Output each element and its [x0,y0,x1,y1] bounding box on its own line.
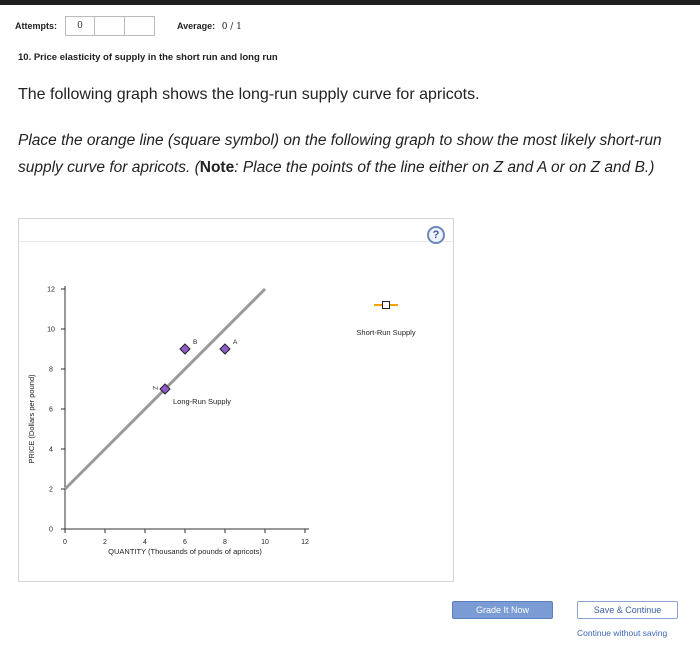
grade-it-now-button[interactable]: Grade It Now [452,601,553,619]
attempts-label: Attempts: [15,21,57,31]
x-tick-label: 2 [103,539,107,546]
y-axis-title: PRICE (Dollars per pound) [27,374,36,464]
y-tick-label: 8 [49,366,53,374]
point-z-label: Z [151,386,158,390]
attempt-boxes [65,16,155,36]
instruction-text-end: : Place the points of the line either on Z and A or on Z and B.) [234,159,655,176]
question-title: 10. Price elasticity of supply in the short run and long run [18,52,278,63]
x-tick-label: 12 [301,539,309,546]
instruction-note: Note [199,159,235,176]
point-b-marker [180,344,190,354]
attempt-box-2 [95,16,125,36]
y-tick-label: 0 [49,526,53,534]
save-and-continue-button[interactable]: Save & Continue [577,601,678,619]
average-label: Average: [177,20,216,31]
short-run-supply-label: Short-Run Supply [356,328,416,337]
question-instructions [18,127,688,181]
x-tick-label: 6 [183,539,187,546]
point-a-marker [220,344,230,354]
y-tick-label: 10 [47,326,55,334]
x-axis-title: QUANTITY (Thousands of pounds of apricots) [108,547,262,556]
y-tick-label: 4 [49,446,53,454]
question-intro: The following graph shows the long-run supply curve for apricots. [18,86,480,103]
short-run-supply-square-icon[interactable] [383,302,390,309]
top-banner [0,0,700,5]
average-display [177,21,242,32]
y-tick-label: 2 [49,486,53,494]
average-value: 0 / 1 [221,21,242,32]
attempt-box-1: 0 [65,16,95,36]
help-icon[interactable]: ? [427,226,445,244]
long-run-supply-label: Long-Run Supply [173,397,231,406]
point-a-label: A [233,339,238,346]
attempts-row [15,16,242,36]
supply-chart[interactable] [19,219,453,581]
x-tick-label: 4 [143,539,147,546]
continue-without-saving-link[interactable]: Continue without saving [577,628,668,638]
x-tick-label: 10 [261,539,269,546]
x-tick-label: 8 [223,539,227,546]
y-tick-label: 12 [47,286,55,294]
attempt-box-3 [125,16,155,36]
x-tick-label: 0 [63,539,67,546]
y-tick-label: 6 [49,406,53,414]
point-b-label: B [193,339,198,346]
graph-panel [18,218,454,582]
instruction-text: Place the orange line (square symbol) on the following graph to show the most likely short-run supply curve for apricots. ( [18,132,662,176]
